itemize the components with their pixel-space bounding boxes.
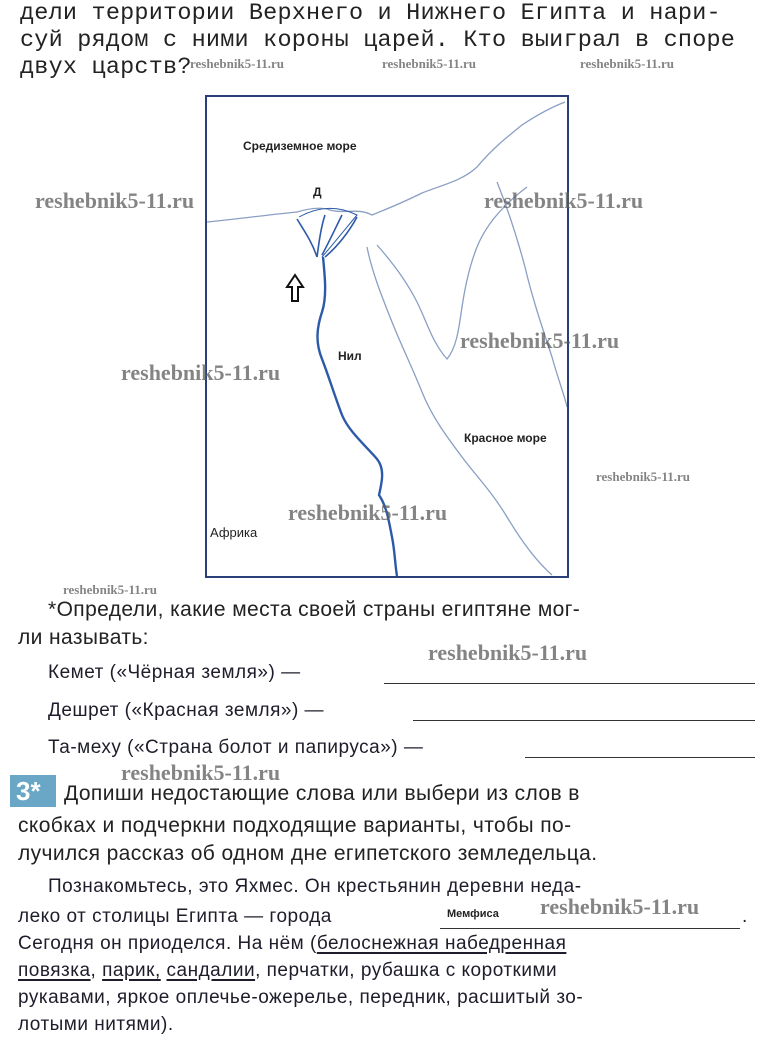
watermark: reshebnik5-11.ru [580,56,675,71]
intro-line-3: двух царств? [20,54,192,81]
intro-line-2: суй рядом с ними короны царей. Кто выиграл в споре [20,27,736,54]
choice-wig[interactable]: парик, [102,960,161,981]
story-line-6: лотыми нитями). [18,1014,174,1035]
answer-item-kemet: Кемет («Чёрная земля») — [48,662,301,683]
intro-line-1: дели территории Верхнего и Нижнего Египта и нари- [20,0,721,27]
task3-line-2: скобках и подчеркни подходящие варианты, чтобы по- [18,814,572,837]
watermark: reshebnik5-11.ru [428,640,588,665]
story-line-1: Познакомьтесь, это Яхмес. Он крестьянин деревни неда- [48,876,582,897]
answer-line-capital[interactable] [440,928,740,929]
label-mediterranean-sea: Средиземное море [243,139,357,153]
story-line-2: леко от столицы Египта — города [18,906,332,927]
watermark: reshebnik5-11.ru [596,469,691,484]
story-line-4-rest: , перчатки, рубашка с короткими [255,960,558,981]
label-nile: Нил [338,349,362,363]
watermark: reshebnik5-11.ru [63,582,158,597]
choice-povyazka[interactable]: повязка [18,960,91,981]
choice-sandals[interactable]: сандалии [166,960,256,981]
watermark: reshebnik5-11.ru [121,760,281,785]
story-line-3-prefix: Сегодня он приоделся. На нём ( [18,933,317,954]
answer-line-deshret[interactable] [413,720,755,721]
up-arrow-icon [287,275,303,301]
choice-loincloth[interactable]: белоснежная набедренная [316,933,567,954]
task3-line-1: Допиши недостающие слова или выбери из слов в [64,782,580,805]
label-red-sea: Красное море [464,431,547,445]
story-line-2-end: . [742,906,748,927]
story-line-5: рукавами, яркое оплечье-ожерелье, передник, расшитый зо- [18,987,584,1008]
watermark: reshebnik5-11.ru [190,56,285,71]
label-africa: Африка [210,525,258,540]
task-star-line-1: *Определи, какие места своей страны египтяне мог- [48,598,581,621]
task-star-question [48,596,760,624]
comma: , [90,960,103,981]
answer-line-ta-mehu[interactable] [525,757,755,758]
label-delta: Д [313,185,322,199]
task3-line-3: лучился рассказ об одном дне египетского земледельца. [18,842,598,865]
answer-handwritten-memphis: Мемфиса [447,908,499,920]
story-line-4 [18,960,557,982]
watermark: reshebnik5-11.ru [121,360,281,385]
watermark: reshebnik5-11.ru [35,188,195,213]
watermark: reshebnik5-11.ru [540,894,700,919]
watermark: reshebnik5-11.ru [460,328,620,353]
watermark: reshebnik5-11.ru [288,500,448,525]
answer-line-kemet[interactable] [384,683,755,684]
coastline-arabia [497,182,567,407]
answer-item-ta-mehu: Та-меху («Страна болот и папируса») — [48,737,424,758]
watermark: reshebnik5-11.ru [382,56,477,71]
task-number-badge: 3* [10,775,56,807]
answer-item-deshret: Дешрет («Красная земля») — [48,700,325,721]
task-star-line-2: ли называть: [18,626,149,649]
story-line-3 [18,933,566,955]
watermark: reshebnik5-11.ru [484,188,644,213]
